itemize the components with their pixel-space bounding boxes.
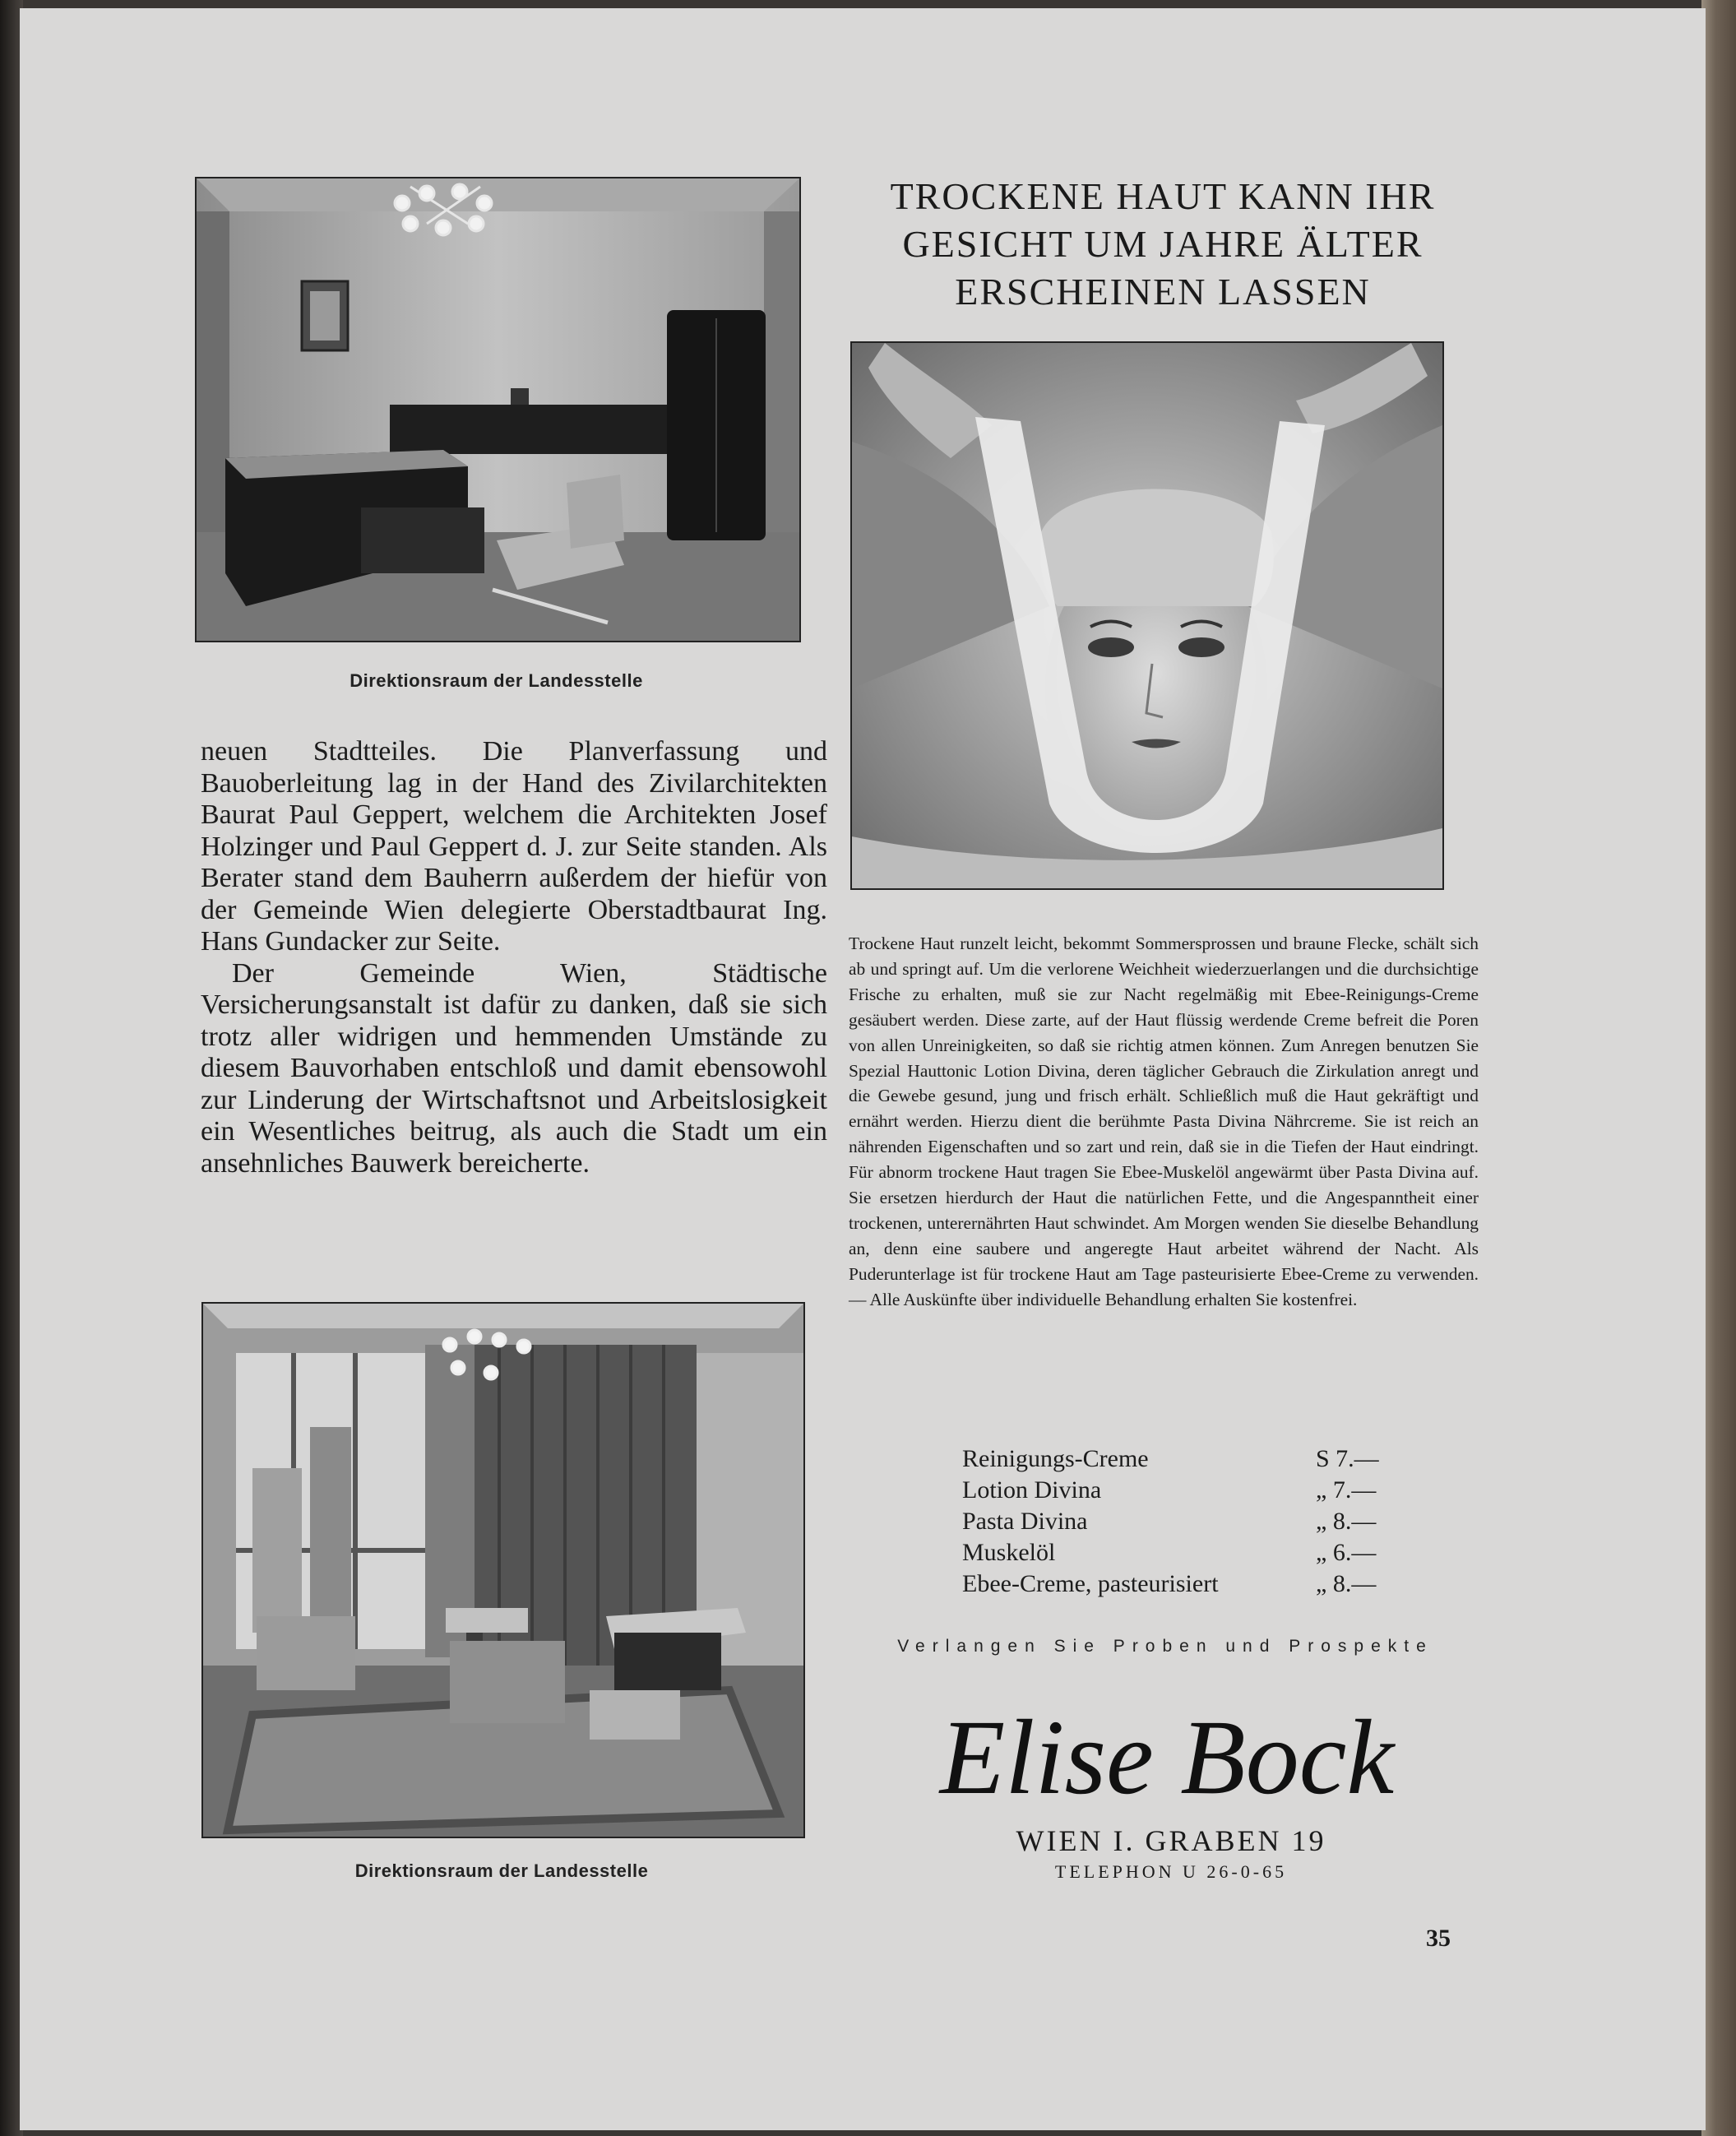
article-paragraph-1: neuen Stadtteiles. Die Planverfassung und Bauoberleitung lag in der Hand des Zivilarchitekten Baurat Paul Geppert, welchem die Architekten Josef Holzinger und Paul Geppert d. J. zur Seite standen. Als Berater stand dem Bauherrn außerdem der hiefür von der Gemeinde Wien delegierte Oberstadtbaurat Ing. Hans Gundacker zur Seite. [201, 736, 827, 957]
price-row [962, 1568, 1390, 1600]
price-product-name: Ebee-Creme, pasteurisiert [962, 1570, 1219, 1597]
brand-phone: TELEPHON U 26-0-65 [1054, 1861, 1288, 1882]
price-product-name: Reinigungs-Creme [962, 1445, 1149, 1472]
elise-bock-logo [908, 1686, 1426, 1834]
ad-body-text: Trockene Haut runzelt leicht, bekommt Sommersprossen und braune Flecke, schält sich ab und springt auf. Um die verlorene Weichheit wiederzuerlangen und die durchsichtige Frische zu erhalten, muß sie zur Nacht regelmäßig mit Ebee-Reinigungs-Creme gesäubert werden. Diese zarte, auf der Haut flüssig werdende Creme befreit die Poren von allen Unreinigkeiten, so daß sie richtig atmen können. Zum Anregen benutzen Sie Spezial Hauttonic Lotion Divina, deren täglicher Gebrauch die Zirkulation anregt und die Gewebe gesund, jung und frisch erhält. Schließlich muß die Haut gekräftigt und ernährt werden. Hierzu dient die berühmte Pasta Divina Nährcreme. Sie ist reich an nährenden Eigenschaften und so zart und rein, daß sie in die Tiefen der Haut eindringt. Für abnorm trockene Haut tragen Sie Ebee-Muskelöl angewärmt über Pasta Divina auf. Sie ersetzen hierdurch der Haut die natürlichen Fette, und die Angespanntheit einer trockenen, unterernährten Haut schwindet. Am Morgen wenden Sie dieselbe Behandlung an, denn eine saubere und angeregte Haut arbeitet während der Nacht. Als Puderunterlage ist für trockene Haut am Tage pasteurisierte Ebee-Creme zu verwenden. — Alle Auskünfte über individuelle Behandlung erhalten Sie kostenfrei. [849, 934, 1479, 1309]
price-list [962, 1443, 1390, 1600]
book-binding-edge [1701, 0, 1736, 2136]
photo-office-top [195, 177, 801, 642]
ad-headline-line-3: ERSCHEINEN LASSEN [955, 271, 1371, 313]
price-value: „ 8.— [1316, 1570, 1377, 1597]
price-row [962, 1443, 1390, 1475]
ad-headline-line-2: GESICHT UM JAHRE ÄLTER [902, 223, 1424, 265]
office-lounge-image [203, 1304, 803, 1837]
ad-headline [809, 173, 1516, 316]
photo-bottom-caption: Direktionsraum der Landesstelle [354, 1860, 649, 1881]
request-samples-line: Verlangen Sie Proben und Prospekte [897, 1637, 1433, 1656]
photo-face-treatment [850, 341, 1444, 890]
price-value: „ 8.— [1316, 1508, 1377, 1535]
photo-top-caption: Direktionsraum der Landesstelle [350, 670, 643, 691]
price-row [962, 1506, 1390, 1537]
brand-script-wordmark: Elise Bock [939, 1698, 1395, 1817]
price-row [962, 1475, 1390, 1506]
price-value: S 7.— [1316, 1445, 1379, 1472]
article-body [201, 736, 827, 1179]
magazine-page [20, 8, 1706, 2130]
page-number: 35 [1426, 1925, 1451, 1952]
brand-address: WIEN I. GRABEN 19 [1016, 1824, 1326, 1857]
price-row [962, 1537, 1390, 1568]
price-product-name: Muskelöl [962, 1539, 1056, 1566]
price-product-name: Lotion Divina [962, 1476, 1102, 1504]
woman-face-bandage-image [852, 343, 1442, 888]
article-paragraph-2: Der Gemeinde Wien, Städtische Versicherungsanstalt ist dafür zu danken, daß sie sich trotz aller widrigen und hemmenden Umstände zu diesem Bauvorhaben entschloß und damit ebensowohl zur Linderung der Wirtschaftsnot und Arbeitslosigkeit ein Wesentliches beitrug, als auch die Stadt um ein ansehnliches Bauwerk bereicherte. [201, 957, 827, 1179]
price-value: „ 6.— [1316, 1539, 1377, 1566]
office-desk-image [197, 178, 799, 641]
price-value: „ 7.— [1316, 1476, 1377, 1504]
photo-office-bottom [201, 1302, 805, 1838]
ad-headline-line-1: TROCKENE HAUT KANN IHR [890, 175, 1436, 217]
price-product-name: Pasta Divina [962, 1508, 1088, 1535]
